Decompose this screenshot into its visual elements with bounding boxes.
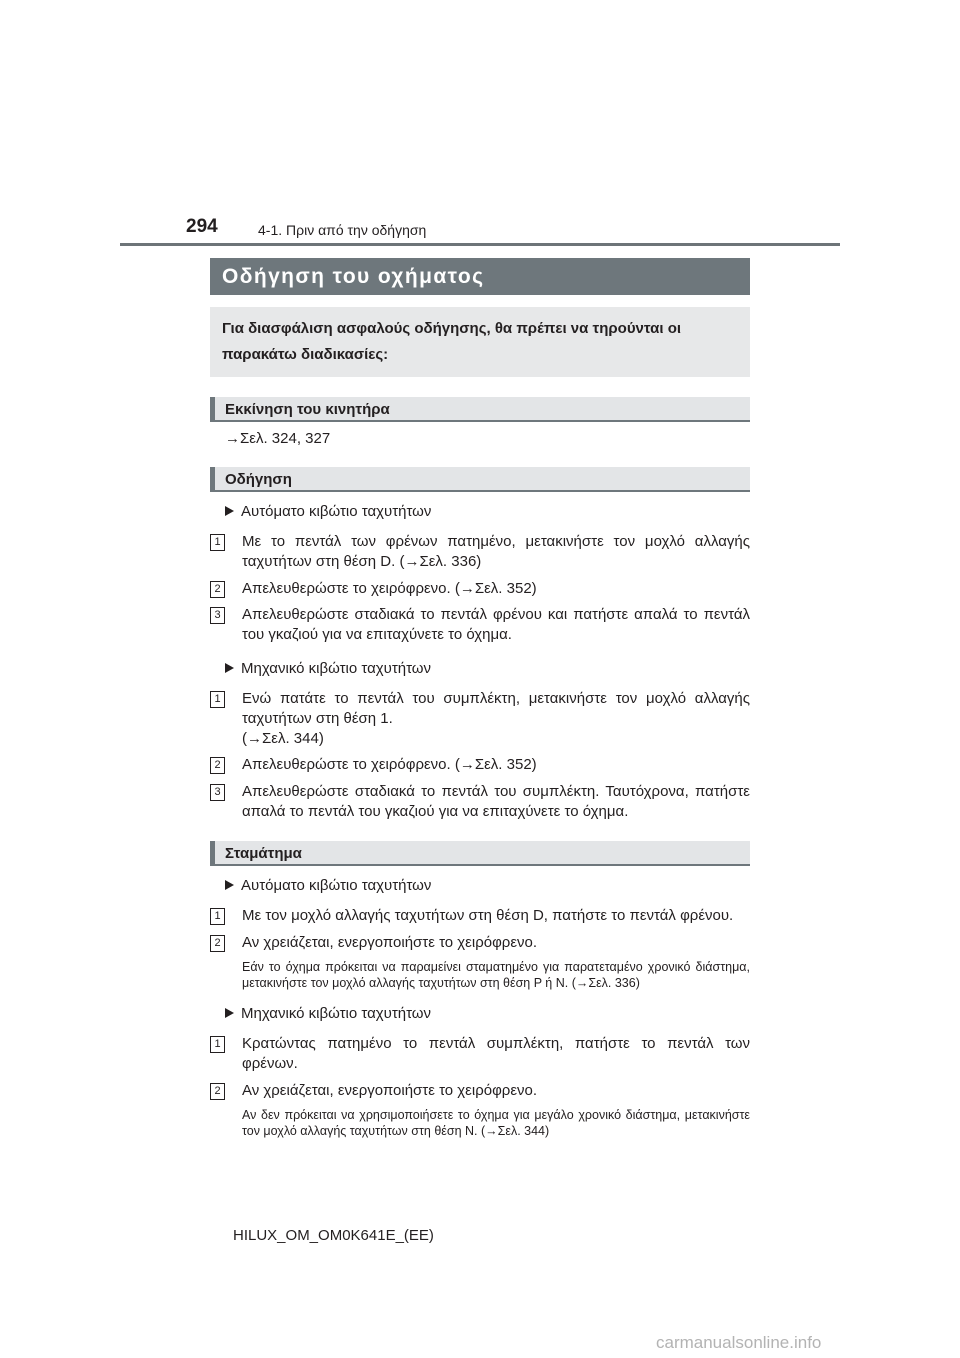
engine-start-reference: →Σελ. 324, 327: [225, 430, 331, 447]
triangle-bullet-icon: [225, 663, 234, 673]
step: [210, 933, 750, 953]
triangle-bullet-icon: [225, 1008, 234, 1018]
subheading-automatic: [210, 876, 750, 896]
step-number: 3: [210, 607, 225, 624]
subheading-label: Μηχανικό κιβώτιο ταχυτήτων: [241, 660, 432, 677]
subheading-automatic: [210, 502, 750, 522]
header-divider: [120, 243, 840, 246]
step-text: Απελευθερώστε το χειρόφρενο. (→Σελ. 352): [242, 756, 537, 773]
step-reference: (→Σελ. 344): [242, 730, 324, 747]
step-text: Με το πεντάλ των φρένων πατημένο, μετακινήστε τον μοχλό αλλαγής ταχυτήτων στη θέση D. (→Σελ. 336): [242, 533, 750, 570]
triangle-bullet-icon: [225, 880, 234, 890]
triangle-bullet-icon: [225, 506, 234, 516]
step: [210, 906, 750, 926]
subheading-label: Αυτόματο κιβώτιο ταχυτήτων: [241, 503, 432, 520]
step: [210, 689, 750, 749]
subheading-manual: [210, 659, 750, 679]
note-text: Αν δεν πρόκειται να χρησιμοποιήσετε το όχημα για μεγάλο χρονικό διάστημα, μετακινήστε τον μοχλό αλλαγής ταχυτήτων στη θέση N. (→Σελ. 344): [242, 1108, 750, 1138]
step: [210, 579, 750, 599]
step-number: 2: [210, 757, 225, 774]
step-number: 1: [210, 691, 225, 708]
step-number: 1: [210, 534, 225, 551]
step: [210, 605, 750, 645]
document-code: HILUX_OM_OM0K641E_(EE): [233, 1227, 434, 1244]
step-number: 3: [210, 784, 225, 801]
step-number: 1: [210, 1036, 225, 1053]
step-text: Αν χρειάζεται, ενεργοποιήστε το χειρόφρενο.: [242, 934, 538, 951]
heading-driving: Οδήγηση: [210, 467, 750, 492]
chapter-title: 4-1. Πριν από την οδήγηση: [258, 222, 427, 238]
subheading-label: Αυτόματο κιβώτιο ταχυτήτων: [241, 877, 432, 894]
step-text: Απελευθερώστε σταδιακά το πεντάλ του συμπλέκτη. Ταυτόχρονα, πατήστε απαλά το πεντάλ του γκαζιού για να επιταχύνετε το όχημα.: [242, 783, 750, 820]
step-text: Απελευθερώστε σταδιακά το πεντάλ φρένου και πατήστε απαλά το πεντάλ του γκαζιού για να επιταχύνετε το όχημα.: [242, 606, 750, 643]
step-number: 2: [210, 581, 225, 598]
step: [210, 1034, 750, 1074]
section-title: Οδήγηση του οχήματος: [210, 258, 750, 295]
step: [210, 1081, 750, 1101]
page-number: 294: [186, 216, 218, 237]
step-text: Ενώ πατάτε το πεντάλ του συμπλέκτη, μετακινήστε τον μοχλό αλλαγής ταχυτήτων στη θέση 1.: [242, 690, 750, 727]
intro-box: Για διασφάλιση ασφαλούς οδήγησης, θα πρέπει να τηρούνται οι παρακάτω διαδικασίες:: [210, 307, 750, 377]
step-text: Απελευθερώστε το χειρόφρενο. (→Σελ. 352): [242, 580, 537, 597]
step-number: 2: [210, 935, 225, 952]
step-text: Με τον μοχλό αλλαγής ταχυτήτων στη θέση D, πατήστε το πεντάλ φρένου.: [242, 907, 734, 924]
watermark: carmanualsonline.info: [656, 1333, 822, 1352]
step: [210, 532, 750, 572]
step-number: 1: [210, 908, 225, 925]
heading-stopping: Σταμάτημα: [210, 841, 750, 866]
subheading-manual: [210, 1004, 750, 1024]
step-text: Αν χρειάζεται, ενεργοποιήστε το χειρόφρενο.: [242, 1082, 538, 1099]
note-text: Εάν το όχημα πρόκειται να παραμείνει σταματημένο για παρατεταμένο χρονικό διάστημα, μετακινήστε τον μοχλό αλλαγής ταχυτήτων στη θέση P ή N. (→Σελ. 336): [242, 960, 750, 990]
step: [210, 782, 750, 822]
step-number: 2: [210, 1083, 225, 1100]
subheading-label: Μηχανικό κιβώτιο ταχυτήτων: [241, 1005, 432, 1022]
heading-engine-start: Εκκίνηση του κινητήρα: [210, 397, 750, 422]
page-content: [210, 258, 750, 1139]
step-text: Κρατώντας πατημένο το πεντάλ συμπλέκτη, πατήστε το πεντάλ των φρένων.: [242, 1035, 750, 1072]
step: [210, 755, 750, 775]
